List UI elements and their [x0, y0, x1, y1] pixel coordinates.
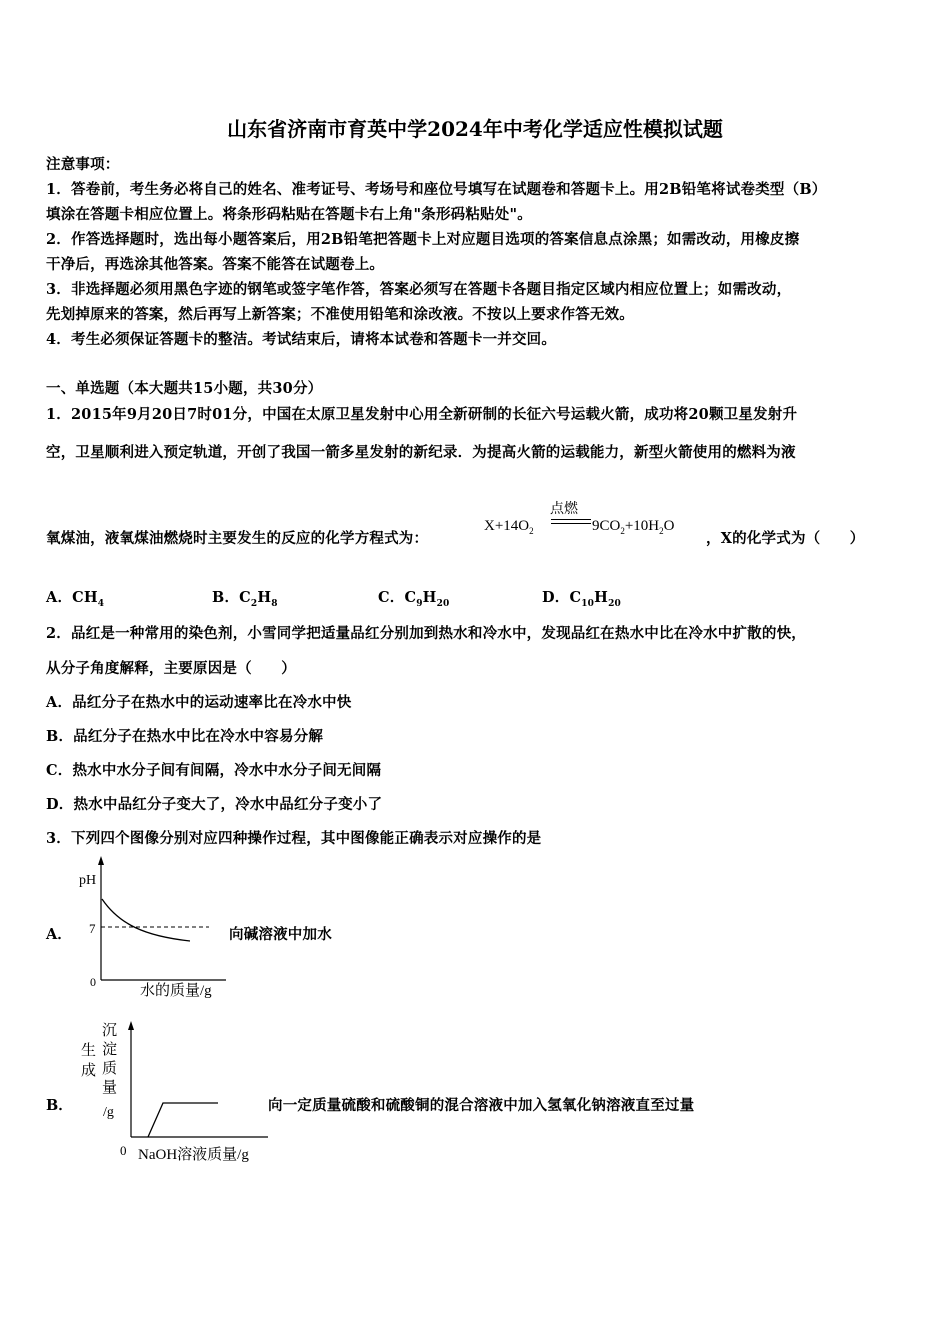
y-axis-arrow	[98, 856, 104, 865]
option-a[interactable]: A．	[46, 926, 72, 943]
precipitate-graph	[76, 1015, 276, 1170]
option-b[interactable]: B．	[46, 1097, 73, 1114]
option-c[interactable]: C．热水中水分子间有间隔，冷水中水分子间无间隔	[46, 762, 382, 779]
notice-line: 2．作答选择题时，选出每小题答案后，用2B铅笔把答题卡上对应题目选项的答案信息点涂黑；如需改动，用橡皮擦	[46, 231, 800, 248]
page-title: 山东省济南市育英中学2024年中考化学适应性模拟试题	[227, 117, 723, 141]
option-d[interactable]: D．热水中品红分子变大了，冷水中品红分子变小了	[46, 796, 383, 813]
option-b[interactable]: B．品红分子在热水中比在冷水中容易分解	[46, 728, 324, 745]
notice-line: 4．考生必须保证答题卡的整洁。考试结束后，请将本试卷和答题卡一并交回。	[46, 331, 557, 348]
y-label-char: 成	[81, 1063, 97, 1079]
y-label-char: 质	[102, 1061, 118, 1077]
option-b[interactable]: B．$C_2H_8$	[212, 589, 278, 609]
precipitate-curve	[148, 1103, 218, 1137]
y-label-char: 生	[81, 1043, 97, 1059]
notice-line: 先划掉原来的答案，然后再写上新答案；不准使用铅笔和涂改液。不按以上要求作答无效。	[46, 306, 634, 323]
option-c[interactable]: C．$C_9H_{20}$	[378, 589, 450, 609]
notice-line: 填涂在答题卡相应位置上。将条形码粘贴在答题卡右上角"条形码粘贴处"。	[46, 206, 532, 223]
section-heading: 一、单选题（本大题共15小题，共30分）	[46, 380, 323, 397]
choice-b-description: 向一定质量硫酸和硫酸铜的混合溶液中加入氢氧化钠溶液直至过量	[268, 1097, 695, 1114]
equation-bar	[551, 523, 591, 524]
option-a[interactable]: A．$CH_4$	[46, 589, 105, 609]
chemical-equation-right: $9CO_2+10H_2O$	[592, 518, 675, 536]
chemical-equation: $X+14O_2$	[484, 518, 534, 536]
ph-graph	[74, 852, 234, 1002]
y-label-char: 沉	[102, 1023, 118, 1039]
ph-curve	[102, 899, 190, 941]
question-2-line: 从分子角度解释，主要原因是（ ）	[46, 660, 296, 677]
equation-bar	[551, 519, 591, 520]
option-d[interactable]: D．$C_{10}H_{20}$	[542, 589, 621, 609]
question-1-line: 1．2015年9月20日7时01分，中国在太原卫星发射中心用全新研制的长征六号运载火箭，成功将20颗卫星发射升	[46, 406, 798, 423]
question-1-line: 氧煤油，液氧煤油燃烧时主要发生的反应的化学方程式为：	[46, 530, 429, 547]
notice-heading: 注意事项：	[46, 156, 120, 173]
question-3-stem: 3．下列四个图像分别对应四种操作过程，其中图像能正确表示对应操作的是	[46, 830, 542, 847]
reaction-condition: 点燃	[550, 501, 578, 517]
origin-label: 0	[90, 975, 96, 989]
origin-label: 0	[120, 1143, 127, 1158]
notice-line: 1．答卷前，考生务必将自己的姓名、准考证号、考场号和座位号填写在试题卷和答题卡上。用2B铅笔将试卷类型（B）	[46, 181, 827, 198]
y-axis-arrow	[128, 1021, 134, 1030]
y-axis-label: pH	[79, 873, 97, 888]
y-tick-7: 7	[89, 921, 96, 936]
question-2-line: 2．品红是一种常用的染色剂，小雪同学把适量品红分别加到热水和冷水中，发现品红在热水中比在冷水中扩散的快，	[46, 625, 806, 642]
y-axis-unit: /g	[103, 1105, 114, 1120]
y-label-char: 量	[102, 1080, 118, 1096]
choice-a-description: 向碱溶液中加水	[229, 926, 332, 943]
notice-line: 3．非选择题必须用黑色字迹的钢笔或签字笔作答，答案必须写在答题卡各题目指定区域内相应位置上；如需改动，	[46, 281, 792, 298]
x-axis-label: NaOH溶液质量/g	[138, 1147, 249, 1163]
question-1-line: 空，卫星顺利进入预定轨道，开创了我国一箭多星发射的新纪录．为提高火箭的运载能力，新型火箭使用的燃料为液	[46, 444, 796, 461]
option-a[interactable]: A．品红分子在热水中的运动速率比在冷水中快	[46, 694, 352, 711]
notice-line: 干净后，再选涂其他答案。答案不能答在试题卷上。	[46, 256, 385, 273]
question-1-line: ，X的化学式为（ ）	[706, 530, 865, 547]
x-axis-label: 水的质量/g	[140, 983, 212, 999]
y-label-char: 淀	[102, 1042, 118, 1058]
